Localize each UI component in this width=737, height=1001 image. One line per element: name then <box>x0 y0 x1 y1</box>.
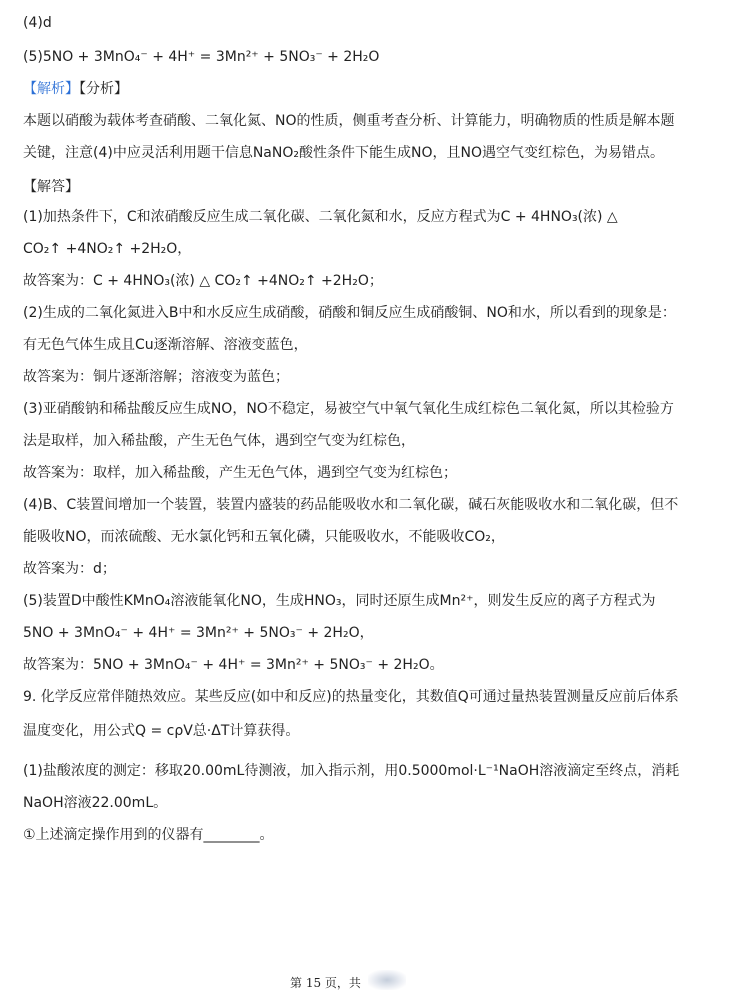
solution-4-answer: 故答案为：d； <box>23 561 116 577</box>
analysis-line-2: 关键，注意(4)中应灵活利用题干信息NaNO₂酸性条件下能生成NO，且NO遇空气变红棕色，为易错点。 <box>23 145 664 161</box>
question-9-part1-line-2: NaOH溶液22.00mL。 <box>23 795 168 811</box>
solution-4-line-1: (4)B、C装置间增加一个装置，装置内盛装的药品能吸收水和二氧化碳，碱石灰能吸收水和二氧化碳，但不 <box>23 497 679 513</box>
solution-3-line-2: 法是取样，加入稀盐酸，产生无色气体，遇到空气变为红棕色， <box>23 433 415 449</box>
analysis-line-1: 本题以硝酸为载体考查硝酸、二氧化氮、NO的性质，侧重考查分析、计算能力，明确物质的性质是解本题 <box>23 113 675 129</box>
solution-1-answer: 故答案为：C + 4HNO₃(浓) △ CO₂↑ +4NO₂↑ +2H₂O； <box>23 273 383 289</box>
answer-4: (4)d <box>23 15 52 31</box>
solution-3-line-1: (3)亚硝酸钠和稀盐酸反应生成NO，NO不稳定，易被空气中氧气氧化生成红棕色二氧化氮，所以其检验方 <box>23 401 674 417</box>
question-9-sub1: ①上述滴定操作用到的仪器有________。 <box>23 827 274 843</box>
solution-5-line-1: (5)装置D中酸性KMnO₄溶液能氧化NO，生成HNO₃，同时还原生成Mn²⁺，则发生反应的离子方程式为 <box>23 593 656 609</box>
question-9-line-1: 9. 化学反应常伴随热效应。某些反应(如中和反应)的热量变化，其数值Q可通过量热装置测量反应前后体系 <box>23 689 679 705</box>
page-footer: 第 15 页，共 <box>290 976 361 990</box>
solution-5-line-2: 5NO + 3MnO₄⁻ + 4H⁺ = 3Mn²⁺ + 5NO₃⁻ + 2H₂O， <box>23 625 374 641</box>
answer-5: (5)5NO + 3MnO₄⁻ + 4H⁺ = 3Mn²⁺ + 5NO₃⁻ + 2H₂O <box>23 49 380 65</box>
scan-smudge <box>368 970 406 990</box>
solution-3-answer: 故答案为：取样，加入稀盐酸，产生无色气体，遇到空气变为红棕色； <box>23 465 457 481</box>
question-9-line-2: 温度变化，用公式Q = cρV总·ΔT计算获得。 <box>23 723 300 739</box>
jieda-label: 【解答】 <box>23 179 79 195</box>
solution-2-answer: 故答案为：铜片逐渐溶解；溶液变为蓝色； <box>23 369 289 385</box>
solution-1-line-1: (1)加热条件下，C和浓硝酸反应生成二氧化碳、二氧化氮和水，反应方程式为C + 4HNO₃(浓) △ <box>23 209 618 225</box>
analysis-header <box>23 80 128 98</box>
solution-4-line-2: 能吸收NO，而浓硫酸、无水氯化钙和五氧化磷，只能吸收水，不能吸收CO₂， <box>23 529 505 545</box>
question-9-part1-line-1: (1)盐酸浓度的测定：移取20.00mL待测液，加入指示剂，用0.5000mol·L⁻¹NaOH溶液滴定至终点，消耗 <box>23 763 680 779</box>
solution-5-answer: 故答案为：5NO + 3MnO₄⁻ + 4H⁺ = 3Mn²⁺ + 5NO₃⁻ + 2H₂O。 <box>23 657 444 673</box>
jiexi-label: 【解析】 <box>23 81 79 97</box>
solution-1-line-2: CO₂↑ +4NO₂↑ +2H₂O， <box>23 241 192 257</box>
solution-2-line-2: 有无色气体生成且Cu逐渐溶解、溶液变蓝色， <box>23 337 308 353</box>
solution-2-line-1: (2)生成的二氧化氮进入B中和水反应生成硝酸，硝酸和铜反应生成硝酸铜、NO和水，所以看到的现象是： <box>23 305 676 321</box>
fenxi-label: 【分析】 <box>79 81 128 97</box>
